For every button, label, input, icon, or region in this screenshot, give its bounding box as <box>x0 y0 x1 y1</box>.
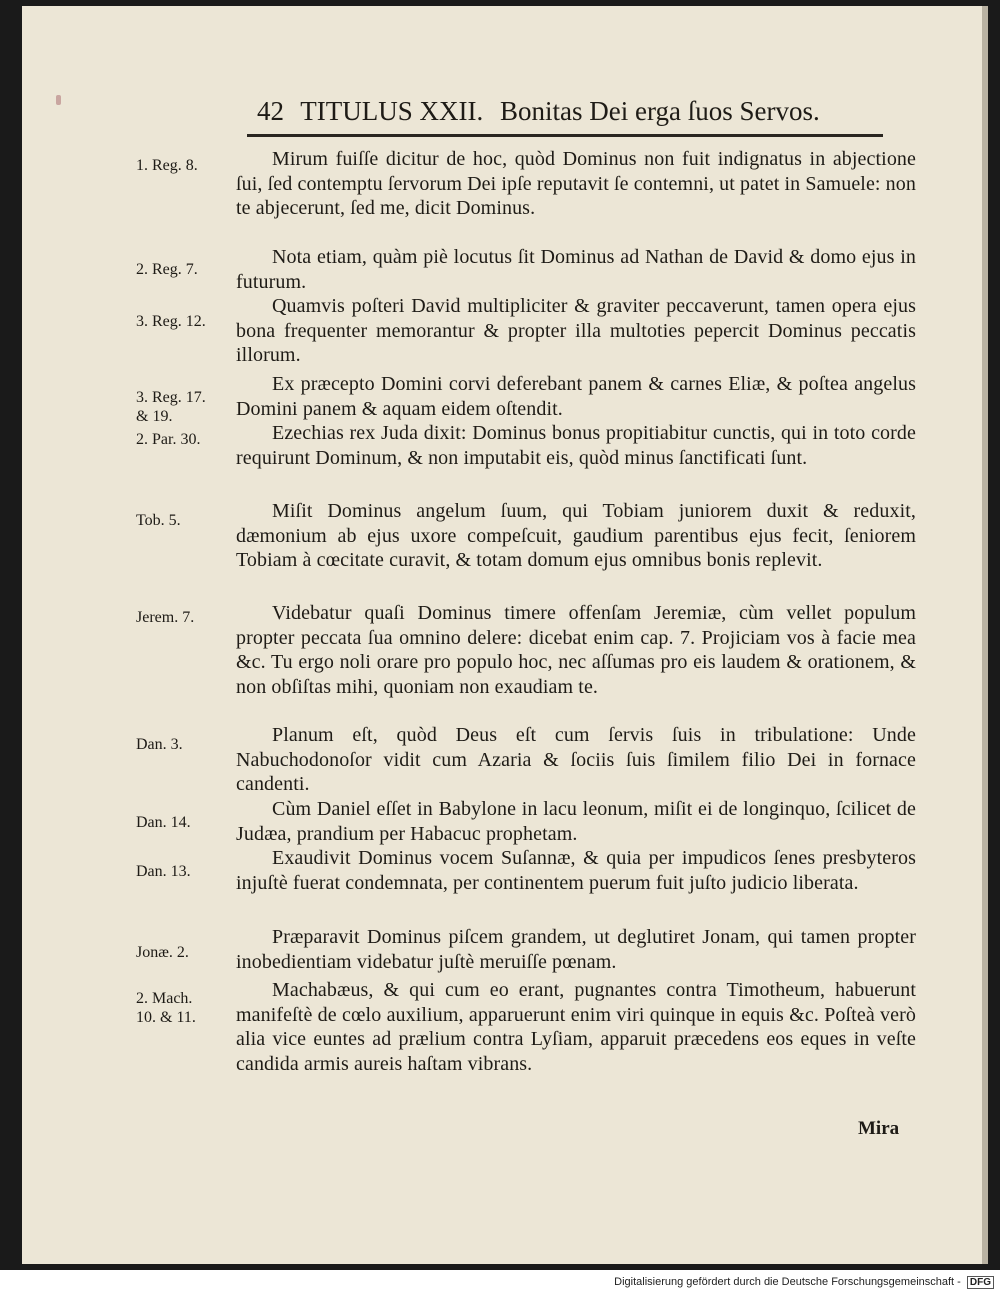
paragraph: Miſit Dominus angelum ſuum, qui Tobiam juniorem duxit & reduxit, dæmonium ab ejus uxore compeſcuit, gaudium parentibus ejus fecit, ſeniorem Tobiam à cœcitate curavit, & totam domum ejus omnibus bonis replevit. <box>236 500 916 571</box>
running-header <box>257 96 887 136</box>
paragraph: Ex præcepto Domini corvi deferebant panem & carnes Eliæ, & poſtea angelus Domini panem & aquam eidem oſtendit. <box>236 373 916 420</box>
title: TITULUS XXII. <box>300 96 484 126</box>
margin-reference: Dan. 13. <box>136 863 191 880</box>
dfg-logo: DFG <box>967 1276 994 1289</box>
paragraph: Mirum fuiſſe dicitur de hoc, quòd Dominus non fuit indignatus in abjectione ſui, ſed contemptu ſervorum Dei ipſe reputavit ſe contemni, ut patet in Samuele: non te abjecerunt, ſed me, dicit Dominus. <box>236 148 916 219</box>
margin-reference: 2. Mach. 10. & 11. <box>136 990 196 1026</box>
paragraph: Videbatur quaſi Dominus timere offenſam Jeremiæ, cùm vellet populum propter peccata ſua omnino delere: dicebat enim cap. 7. Projiciam vos à facie mea &c. Tu ergo noli orare pro populo hoc, nec aſſumas pro eis laudem & orationem, & non obſiſtas mihi, quoniam non exaudiam te. <box>236 602 916 698</box>
margin-reference: 3. Reg. 12. <box>136 313 206 330</box>
paragraph: Machabæus, & qui cum eo erant, pugnantes contra Timotheum, habuerunt manifeſtè de cœlo auxilium, apparuerunt enim viri quinque in equis &c. Poſteà verò alia vice euntes ad prælium contra Lyſiam, apparuit præcedens eos eques in veſte candida armis aureis haſtam vibrans. <box>236 979 916 1075</box>
header-rule <box>247 134 883 137</box>
footer-credit <box>614 1276 994 1289</box>
paragraph: Cùm Daniel eſſet in Babylone in lacu leonum, miſit ei de longinquo, ſcilicet de Judæa, prandium per Habacuc prophetam. <box>236 798 916 845</box>
paragraph: Præparavit Dominus piſcem grandem, ut deglutiret Jonam, qui tamen propter inobedientiam videbatur juſtè meruiſſe pœnam. <box>236 926 916 973</box>
paragraph: Exaudivit Dominus vocem Suſannæ, & quia per impudicos ſenes presbyteros injuſtè fuerat condemnata, per continentem puerum fuit juſto judicio liberata. <box>236 847 916 894</box>
paragraph: Quamvis poſteri David multipliciter & graviter peccaverunt, tamen opera ejus bona frequenter memorantur & propter illa multoties pepercit Dominus peccatis illorum. <box>236 295 916 366</box>
footer-text: Digitalisierung gefördert durch die Deutsche Forschungsgemeinschaft - <box>614 1276 961 1288</box>
paragraph: Nota etiam, quàm piè locutus ſit Dominus ad Nathan de David & domo ejus in futurum. <box>236 246 916 293</box>
paper-stain <box>56 95 61 105</box>
page-number: 42 <box>257 96 284 126</box>
paragraph: Ezechias rex Juda dixit: Dominus bonus propitiabitur cunctis, qui in toto corde requirunt Dominum, & non imputabit eis, quòd minus ſanctificati ſunt. <box>236 422 916 469</box>
subtitle: Bonitas Dei erga ſuos Servos. <box>499 96 820 126</box>
margin-reference: Tob. 5. <box>136 512 181 529</box>
margin-reference: 2. Par. 30. <box>136 431 201 448</box>
margin-reference: Jerem. 7. <box>136 609 195 626</box>
margin-reference: Dan. 3. <box>136 736 183 753</box>
paragraph: Planum eſt, quòd Deus eſt cum ſervis ſuis in tribulatione: Unde Nabuchodonoſor vidit cum Azaria & ſociis ſuis ſimilem filio Dei in fornace candenti. <box>236 724 916 795</box>
margin-reference: 1. Reg. 8. <box>136 157 198 174</box>
margin-reference: 3. Reg. 17. & 19. <box>136 389 206 425</box>
margin-reference: 2. Reg. 7. <box>136 261 198 278</box>
margin-reference: Dan. 14. <box>136 814 191 831</box>
margin-reference: Jonæ. 2. <box>136 944 189 961</box>
catchword: Mira <box>858 1118 900 1139</box>
